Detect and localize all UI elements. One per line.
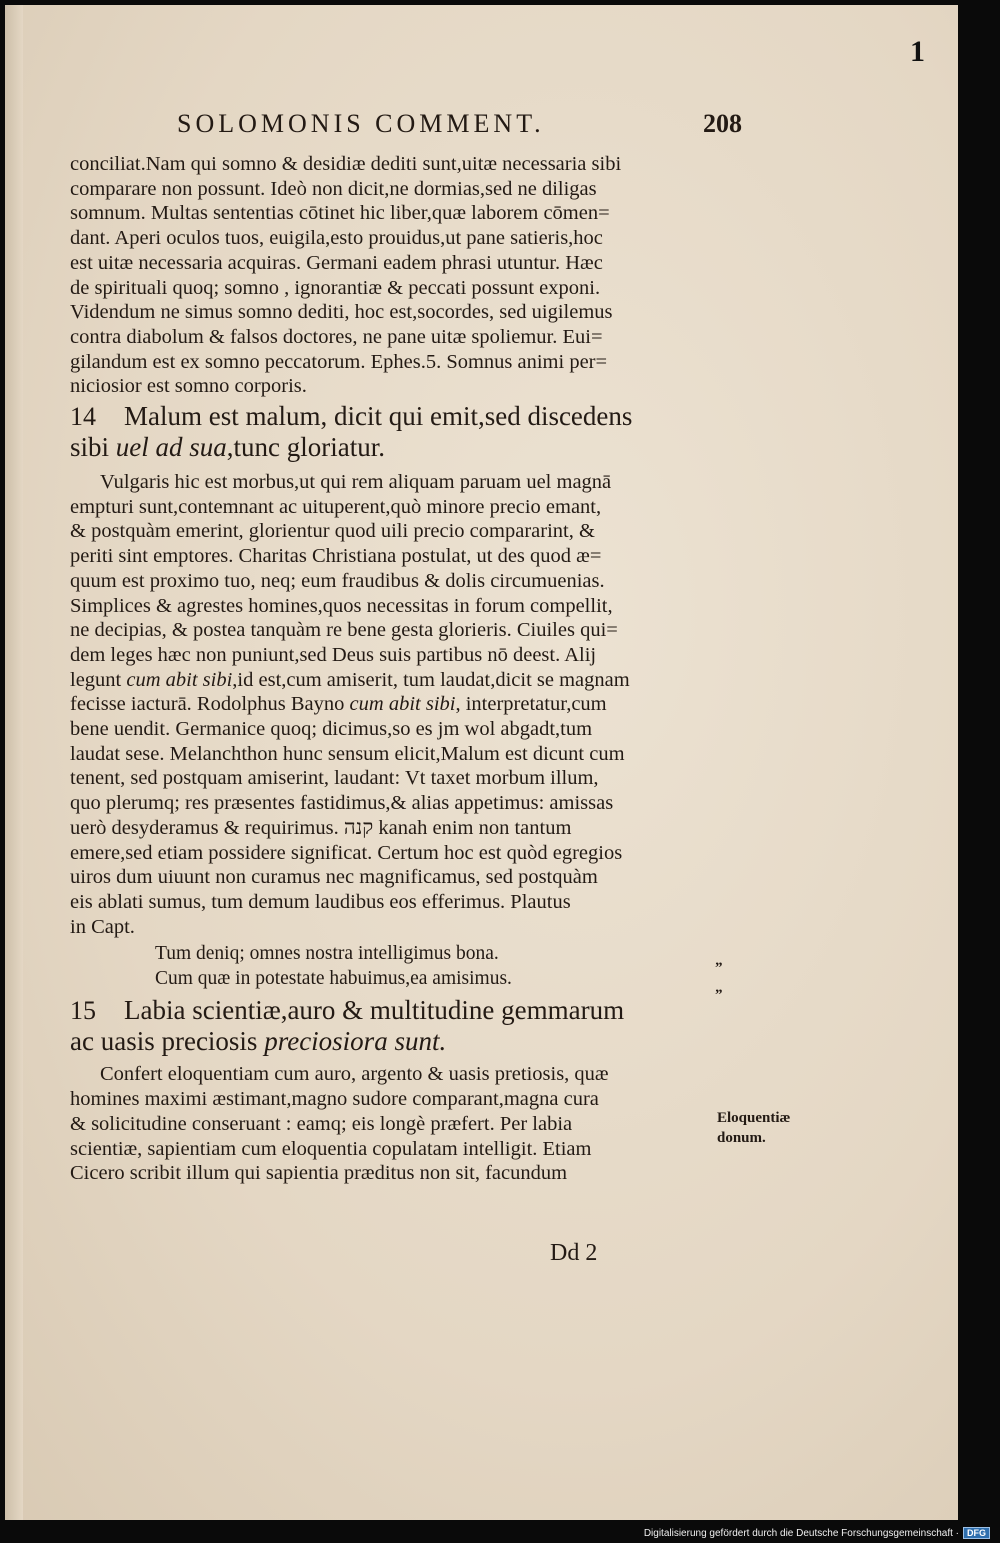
text-line: laudat sese. Melanchthon hunc sensum elicit,Malum est dicunt cum	[70, 742, 625, 765]
lemma-text: Malum est malum, dicit qui emit,sed discedens	[124, 401, 633, 432]
text-line: tenent, sed postquam amiserint, laudant: Vt taxet morbum illum,	[70, 767, 599, 790]
page-header	[177, 109, 742, 143]
text-line: Confert eloquentiam cum auro, argento & uasis pretiosis, quæ	[100, 1063, 609, 1086]
text-line: Cicero scribit illum qui sapientia præditus non sit, facundum	[70, 1162, 568, 1185]
book-page	[5, 5, 958, 1520]
page-number: 208	[703, 109, 742, 138]
corner-mark: 1	[910, 35, 925, 68]
lemma-text: Labia scientiæ,auro & multitudine gemmarum	[124, 995, 625, 1026]
body-text-block-1	[70, 152, 715, 1186]
footer-text: Digitalisierung gefördert durch die Deutsche Forschungsgemeinschaft ·	[643, 1527, 959, 1539]
text-line: quum est proximo tuo, neq; eum fraudibus & dolis circumuenias.	[70, 569, 605, 592]
lemma-italic: uel ad sua	[115, 432, 227, 463]
quote-mark: ”	[715, 960, 723, 976]
text-line: eis ablati sumus, tum demum laudibus eos efferimus. Plautus	[70, 890, 571, 913]
text-line: homines maximi æstimant,magno sudore comparant,magna cura	[70, 1088, 599, 1111]
margin-note-line: Eloquentiæ	[717, 1110, 791, 1126]
lemma-15-line-2	[70, 1026, 715, 1056]
text-line: uiros dum uiuunt non curamus nec magnificamus, sed postquàm	[70, 866, 598, 889]
text-line: est uitæ necessaria acquiras. Germani eadem phrasi utuntur. Hæc	[70, 251, 603, 274]
verse-line: Cum quæ in potestate habuimus,ea amisimus.	[155, 967, 512, 989]
text-line: emere,sed etiam possidere significat. Certum hoc est quòd egregios	[70, 841, 623, 864]
lemma-italic: preciosiora sunt.	[264, 1026, 447, 1057]
lemma-14	[70, 401, 715, 432]
footer	[644, 1527, 990, 1539]
text-line: Videndum ne simus somno dediti, hoc est,socordes, sed uigilemus	[70, 301, 613, 324]
text-line: dem leges hæc non puniunt,sed Deus suis partibus nō deest. Alij	[70, 643, 597, 666]
lemma-text: ,tunc gloriatur.	[226, 432, 385, 463]
text-span: ,id est,cum amiserit, tum laudat,dicit se magnam	[232, 668, 630, 691]
text-line: bene uendit. Germanice quoq; dicimus,so es jm wol abgadt,tum	[70, 718, 593, 741]
text-line	[70, 668, 715, 693]
quote-mark: ”	[715, 987, 723, 1003]
italic-span: cum abit sibi	[349, 693, 456, 716]
text-line: contra diabolum & falsos doctores, ne pane uitæ spoliemur. Eui=	[70, 325, 603, 348]
verse-number: 14	[70, 402, 96, 432]
text-line: ne decipias, & postea tanquàm re bene gesta glorieris. Ciuiles qui=	[70, 619, 618, 642]
margin-note	[717, 1108, 790, 1148]
signature-mark: Dd 2	[550, 1240, 598, 1266]
dfg-logo: DFG	[963, 1527, 990, 1539]
text-line: periti sint emptores. Charitas Christiana postulat, ut des quod æ=	[70, 545, 602, 568]
lemma-14-line-2	[70, 432, 715, 462]
text-line	[70, 692, 715, 717]
text-line: empturi sunt,contemnant ac uituperent,quò minore precio emant,	[70, 495, 602, 518]
text-line: dant. Aperi oculos tuos, euigila,esto prouidus,ut pane satieris,hoc	[70, 227, 603, 250]
verse-number: 15	[70, 996, 96, 1026]
text-line: niciosior est somno corporis.	[70, 375, 307, 398]
text-line: uerò desyderamus & requirimus. קנה kanah enim non tantum	[70, 816, 572, 839]
verse-line: Tum deniq; omnes nostra intelligimus bona.	[155, 943, 499, 965]
margin-note-line: donum.	[717, 1130, 766, 1146]
text-line: & postquàm emerint, glorientur quod uili precio compararint, &	[70, 520, 595, 543]
text-line: de spirituali quoq; somno , ignorantiæ & peccati possunt exponi.	[70, 276, 601, 299]
text-line: conciliat.Nam qui somno & desidiæ dediti sunt,uitæ necessaria sibi	[70, 153, 622, 175]
text-line: scientiæ, sapientiam cum eloquentia copulatam intelligit. Etiam	[70, 1137, 592, 1160]
text-line: quo plerumq; res præsentes fastidimus,& alias appetimus: amissas	[70, 792, 614, 815]
text-span: fecisse iacturā. Rodolphus Bayno	[70, 693, 350, 716]
text-span: , interpretatur,cum	[455, 693, 607, 716]
text-line: Simplices & agrestes homines,quos necessitas in forum compellit,	[70, 594, 613, 617]
running-title: SOLOMONIS COMMENT.	[177, 109, 545, 138]
text-span: legunt	[70, 668, 127, 691]
lemma-text: sibi	[70, 432, 116, 463]
text-line: & solicitudine conseruant : eamq; eis longè præfert. Per labia	[70, 1112, 573, 1135]
italic-span: cum abit sibi	[126, 668, 233, 691]
lemma-text: ac uasis preciosis	[70, 1026, 265, 1057]
text-line: somnum. Multas sententias cōtinet hic liber,quæ laborem cōmen=	[70, 202, 610, 225]
page-gutter	[5, 5, 23, 1520]
text-line: gilandum est ex somno peccatorum. Ephes.5. Somnus animi per=	[70, 350, 608, 373]
lemma-15	[70, 995, 715, 1026]
text-line: comparare non possunt. Ideò non dicit,ne dormias,sed ne diligas	[70, 177, 597, 200]
text-line: in Capt.	[70, 915, 135, 938]
text-line: Vulgaris hic est morbus,ut qui rem aliquam paruam uel magnā	[100, 471, 612, 494]
